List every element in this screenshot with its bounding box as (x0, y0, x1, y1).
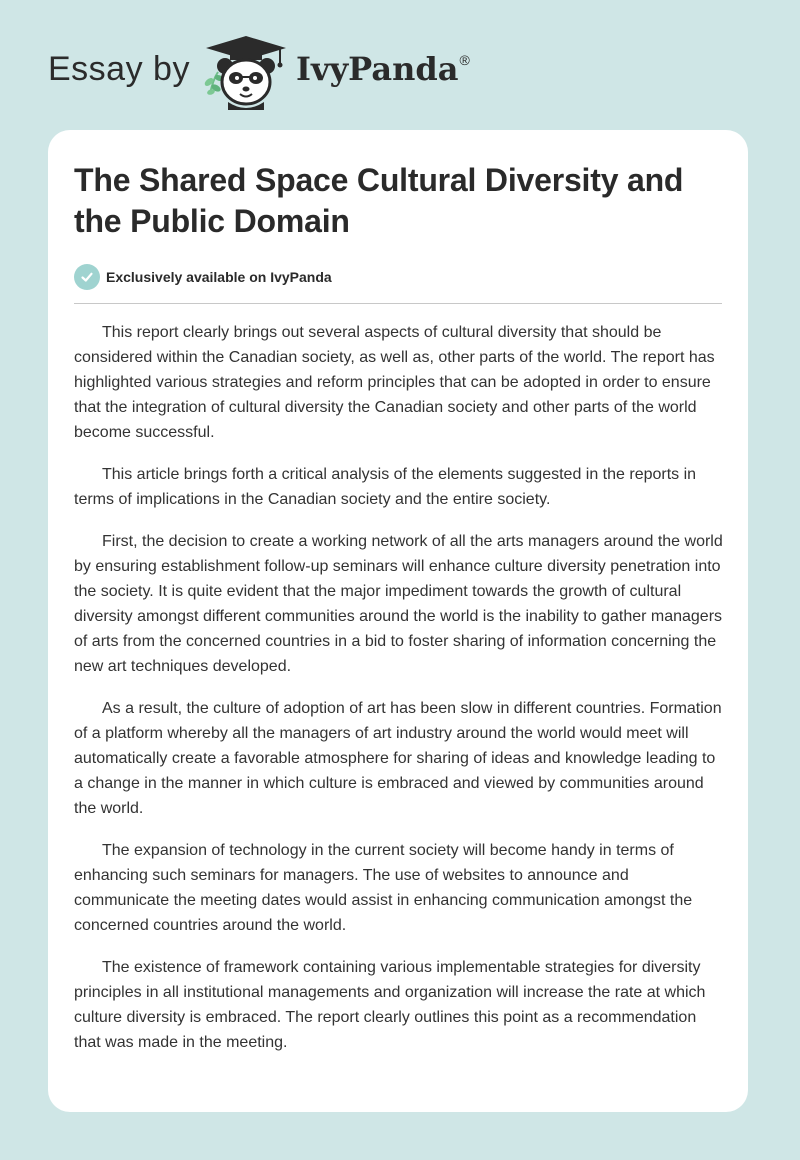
essay-body (74, 320, 724, 1072)
paragraph: The existence of framework containing various implementable strategies for diversity principles in all institutional managements and organization will increase the rate at which culture diversity is embraced. The report clearly outlines this point as a recommendation that was made in the meeting. (74, 959, 706, 1051)
paragraph: First, the decision to create a working network of all the arts managers around the world by ensuring establishment follow-up seminars will enhance culture diversity penetration into the society. It is quite evident that the major impediment towards the growth of cultural diversity amongst different communities around the world is the inability to gather managers of arts from the concerned countries in a bid to foster sharing of information concerning the new art techniques developed. (74, 533, 723, 675)
essay-card (48, 130, 748, 1112)
essay-by-label: Essay by (48, 50, 190, 88)
check-icon (74, 264, 100, 290)
panda-graduate-icon[interactable] (200, 32, 292, 112)
paragraph: The expansion of technology in the current society will become handy in terms of enhancing such seminars for managers. The use of websites to announce and communicate the meeting dates would assist in enhancing communication amongst the concerned countries around the world. (74, 842, 693, 934)
paragraph: This article brings forth a critical analysis of the elements suggested in the reports in terms of implications in the Canadian society and the entire society. (74, 466, 697, 508)
exclusive-badge (74, 264, 332, 290)
divider (74, 303, 722, 304)
registered-mark: ® (459, 52, 470, 68)
paragraph: This report clearly brings out several aspects of cultural diversity that should be considered within the Canadian society, as well as, other parts of the world. The report has highlighted various strategies and reform principles that can be adopted in order to ensure that the integration of cultural diversity the Canadian society and other parts of the world become successful. (74, 324, 715, 441)
page-title: The Shared Space Cultural Diversity and the Public Domain (74, 162, 684, 239)
site-header (48, 28, 568, 118)
exclusive-badge-label: Exclusively available on IvyPanda (106, 269, 332, 285)
paragraph: As a result, the culture of adoption of art has been slow in different countries. Formation of a platform whereby all the managers of art industry around the world would meet will automatically create a favorable atmosphere for sharing of ideas and knowledge leading to a change in the manner in which culture is embraced and viewed by communities around the world. (74, 700, 722, 817)
brand-name[interactable]: IvyPanda® (296, 50, 470, 88)
